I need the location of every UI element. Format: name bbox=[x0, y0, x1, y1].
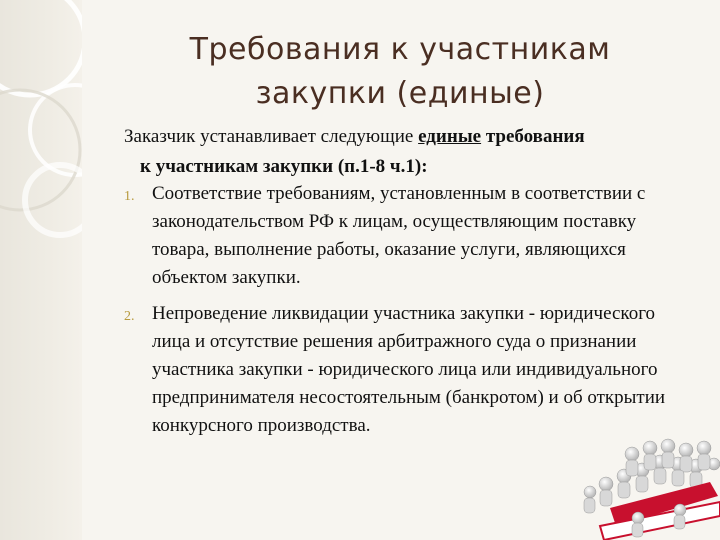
list-item-number: 2. bbox=[124, 309, 135, 324]
requirements-list bbox=[124, 180, 680, 448]
people-crowd-illustration-icon bbox=[580, 430, 720, 540]
title-line-2: закупки (единые) bbox=[255, 76, 545, 111]
title-line-1: Требования к участникам bbox=[189, 32, 611, 67]
list-item bbox=[124, 180, 680, 292]
list-item-text: Непроведение ликвидации участника закупки - юридического лица и отсутствие решения арбитражного суда о признании участника закупки - юридического лица или индивидуального предпринимателя несостоятельным (банкротом) и об открытии конкурсного производства. bbox=[152, 303, 666, 436]
intro-emphasis: единые bbox=[418, 126, 482, 147]
intro-line-1 bbox=[124, 122, 704, 152]
slide-title bbox=[100, 28, 700, 116]
intro-line-2: к участникам закупки (п.1-8 ч.1): bbox=[140, 156, 428, 177]
list-item-text: Соответствие требованиям, установленным в соответствии с законодательством РФ к лицам, осуществляющим поставку товара, выполнение работы, оказание услуги, являющихся объектом закупки. bbox=[152, 183, 646, 288]
intro-text-bold: требования bbox=[481, 126, 585, 147]
decorative-circles-icon bbox=[0, 0, 82, 540]
intro-text: Заказчик устанавливает следующие bbox=[124, 126, 419, 147]
decorative-left-band bbox=[0, 0, 82, 540]
intro-paragraph bbox=[124, 122, 704, 182]
list-item bbox=[124, 300, 680, 440]
list-item-number: 1. bbox=[124, 189, 135, 204]
